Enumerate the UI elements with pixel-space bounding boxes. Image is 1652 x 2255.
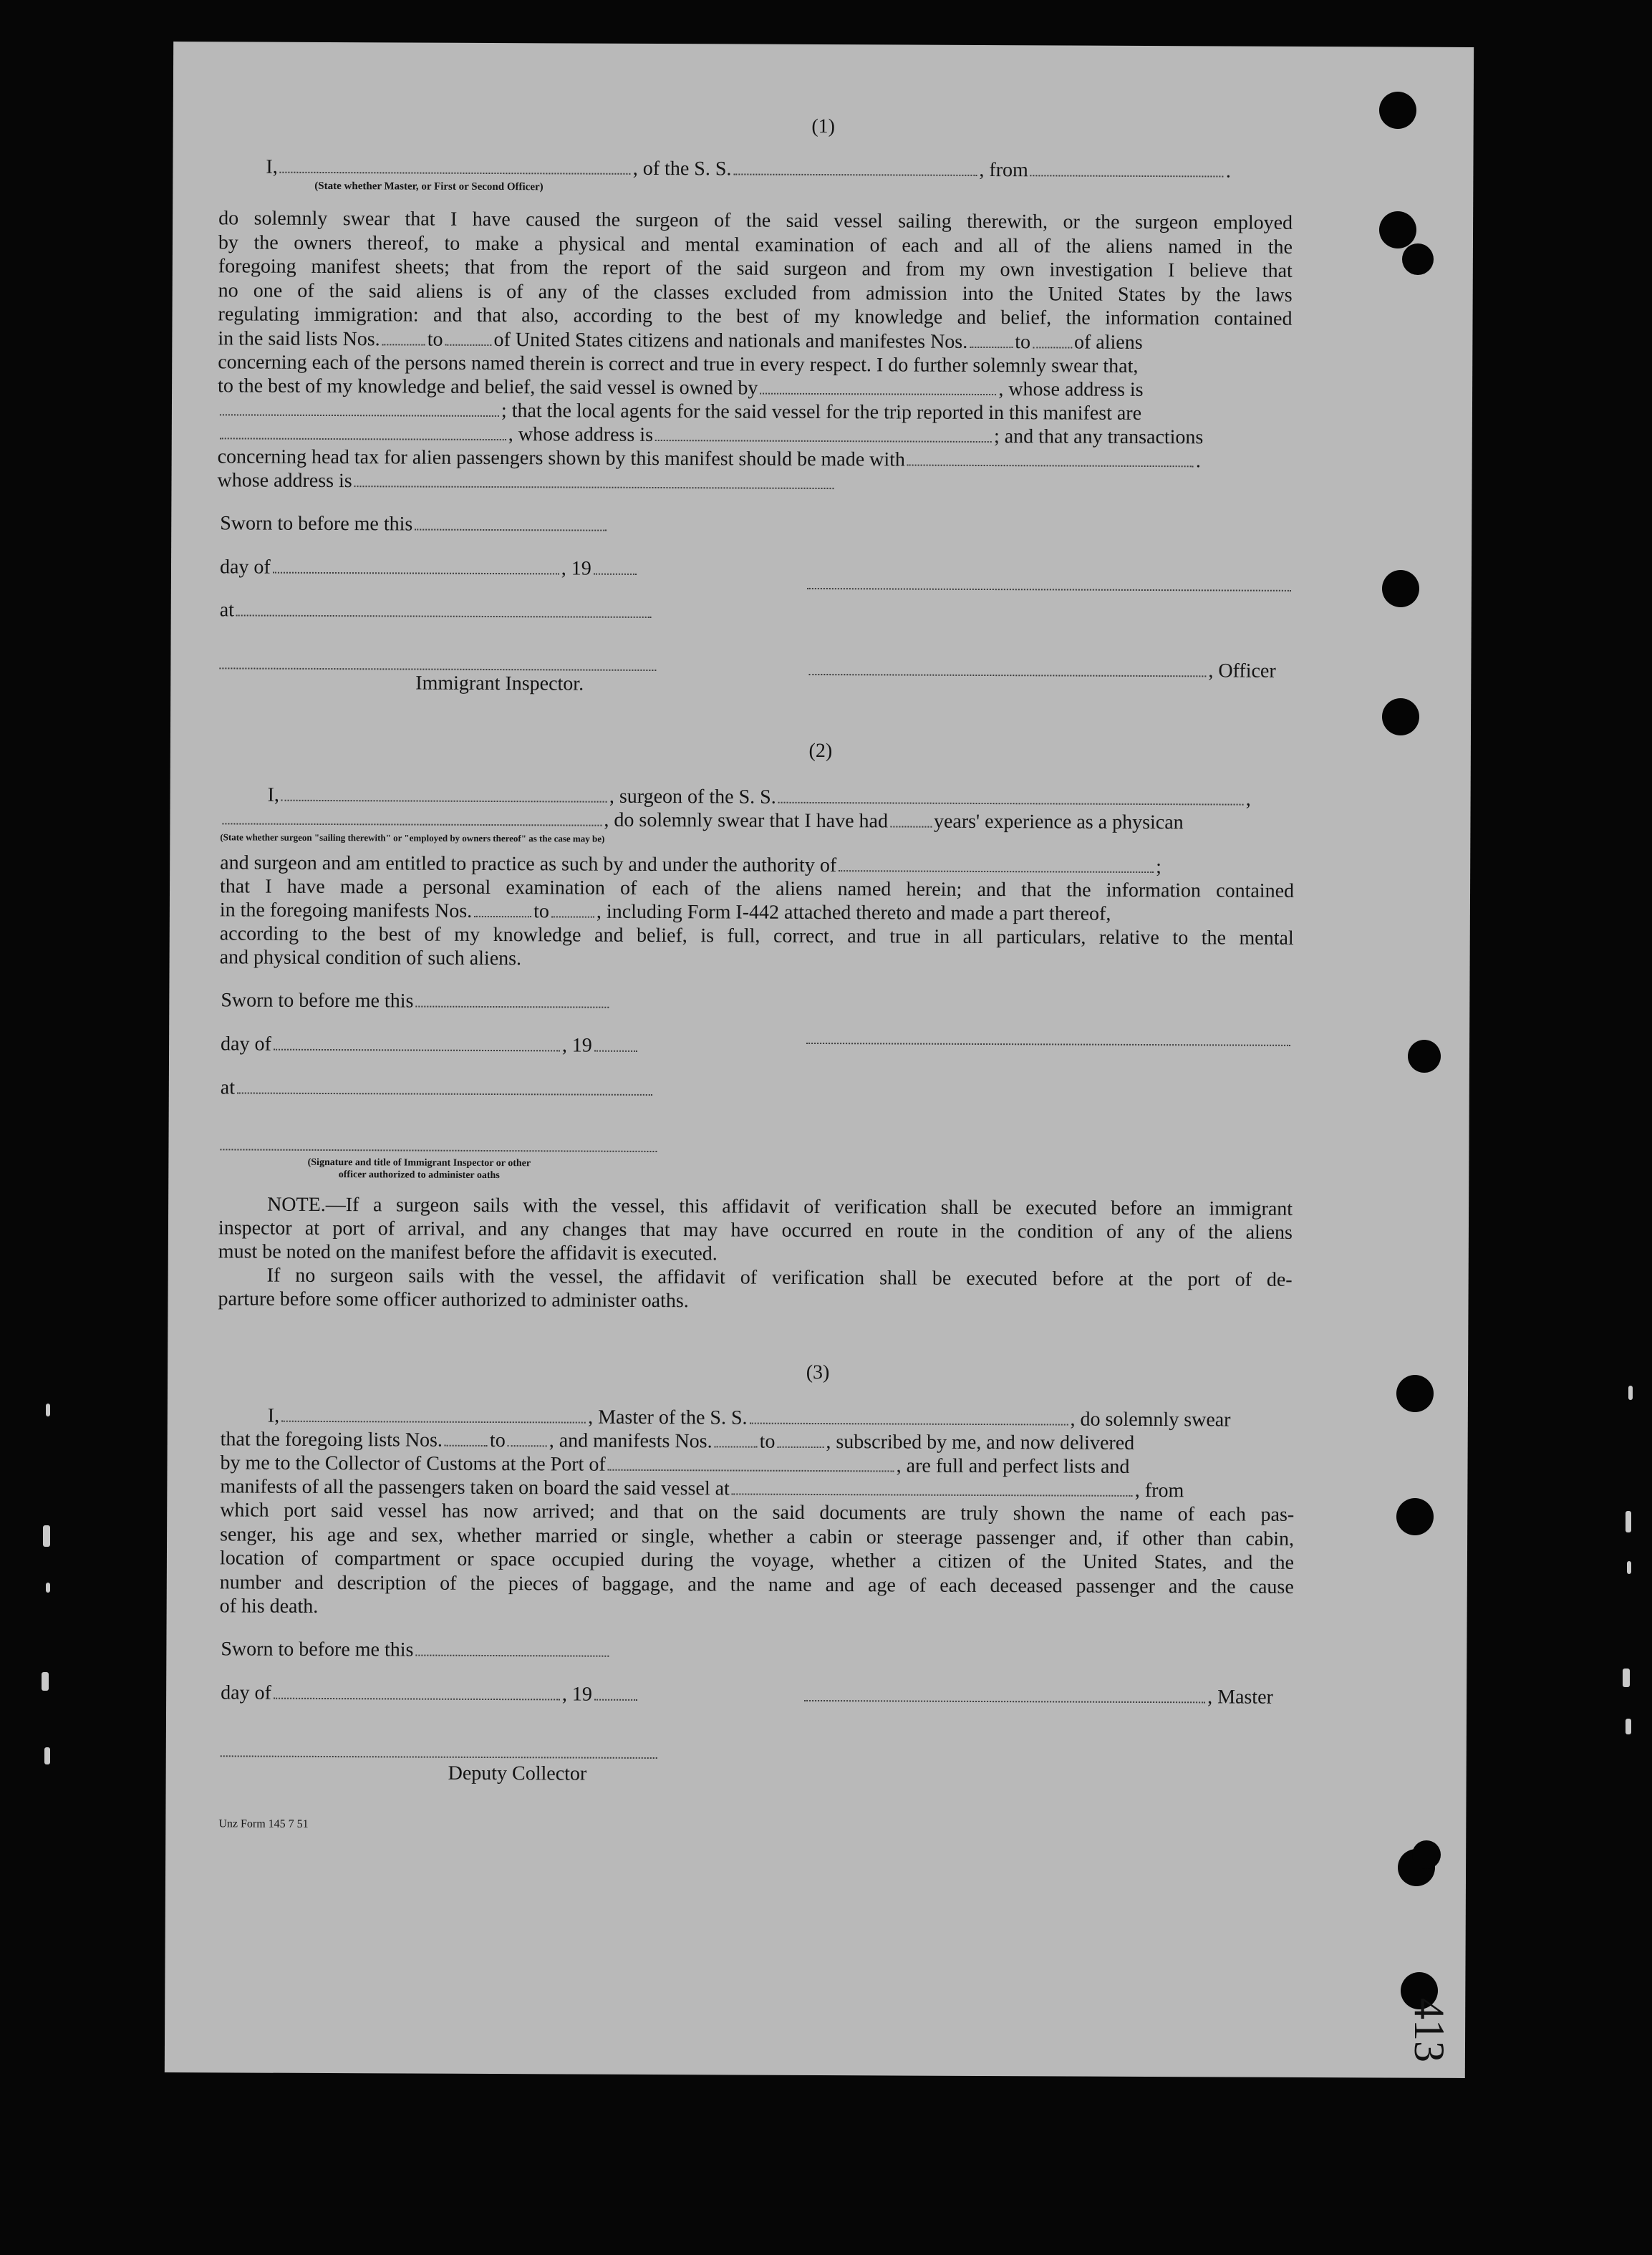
scan-mark bbox=[43, 1525, 50, 1547]
owner-field bbox=[760, 382, 996, 395]
body-line: foregoing manifest sheets; that from the report of the said surgeon and from my own investigation I believe that bbox=[218, 255, 1293, 282]
section3-line1: I, , Master of the S. S. , do solemnly swear bbox=[267, 1404, 1231, 1431]
section1-body bbox=[218, 206, 1293, 331]
note-line: inspector at port of arrival, and any changes that may have occurred en route in the condition of any of the aliens bbox=[218, 1217, 1293, 1244]
body-line: which port said vessel has now arrived; and that on the said documents are truly shown the name of each pas- bbox=[220, 1499, 1295, 1526]
form-page bbox=[165, 42, 1474, 2078]
signature-note: (Signature and title of Immigrant Inspector or other officer authorized to administer oaths bbox=[307, 1157, 531, 1182]
day-of-line: day of , 19 bbox=[220, 555, 639, 581]
punch-hole bbox=[1379, 211, 1416, 248]
scan-mark bbox=[46, 1583, 50, 1593]
day-of-line: day of , 19 bbox=[221, 1032, 639, 1058]
head-tax-field bbox=[907, 453, 1194, 468]
note-line: must be noted on the manifest before the affidavit is executed. bbox=[218, 1240, 718, 1265]
punch-hole bbox=[1408, 1040, 1441, 1073]
agents-address-field bbox=[655, 428, 992, 443]
sworn-line: Sworn to before me this bbox=[221, 988, 611, 1013]
head-tax-address-field bbox=[354, 474, 834, 489]
section1-line7: concerning each of the persons named therein is correct and true in every respect. I do further solemnly swear that, bbox=[218, 351, 1139, 377]
note-line: parture before some officer authorized to administer oaths. bbox=[218, 1288, 689, 1313]
section3-last-line: of his death. bbox=[219, 1595, 319, 1618]
surgeon-signature-line bbox=[806, 1041, 1290, 1046]
scan-mark bbox=[1623, 1669, 1630, 1687]
master-line: , Master bbox=[802, 1684, 1273, 1709]
page-number: 413 bbox=[1406, 1998, 1453, 2062]
master-vessel-field bbox=[750, 1411, 1068, 1426]
officer-signature-line bbox=[807, 586, 1291, 591]
punch-hole bbox=[1402, 243, 1434, 275]
owner-address-field bbox=[220, 402, 499, 417]
sworn-line: Sworn to before me this bbox=[221, 1637, 611, 1662]
body-line: regulating immigration: and that also, according to the best of my knowledge and belief, the information contained bbox=[218, 303, 1293, 330]
section1-heading: (1) bbox=[811, 115, 836, 138]
inspector-signature-line bbox=[220, 1147, 657, 1152]
section3-heading: (3) bbox=[806, 1361, 830, 1384]
body-line: by the owners thereof, to make a physical and mental examination of each and all of the aliens named in the bbox=[218, 231, 1293, 259]
collector-signature-line bbox=[221, 1754, 657, 1759]
departure-port-field bbox=[732, 1482, 1133, 1496]
authority-field bbox=[839, 859, 1154, 873]
note-line: If no surgeon sails with the vessel, the affidavit of verification shall be executed before at the port of de- bbox=[266, 1264, 1293, 1291]
at-line: at bbox=[220, 598, 654, 624]
section1-line6: in the said lists Nos. to of United States citizens and nationals and manifestes Nos. to of aliens bbox=[218, 327, 1143, 354]
scan-mark bbox=[1628, 1386, 1633, 1400]
section2-line3: and surgeon and am entitled to practice as such by and under the authority of ; bbox=[220, 851, 1162, 879]
immigrant-inspector-label: Immigrant Inspector. bbox=[415, 672, 584, 695]
section1-line9: ; that the local agents for the said vessel for the trip reported in this manifest are bbox=[218, 397, 1141, 425]
at-line: at bbox=[221, 1076, 654, 1101]
section1-line10: , whose address is ; and that any transactions bbox=[218, 421, 1204, 449]
section2-line7: and physical condition of such aliens. bbox=[219, 946, 522, 970]
from-port-field bbox=[1030, 163, 1224, 177]
punch-hole bbox=[1379, 92, 1416, 129]
punch-hole bbox=[1412, 1840, 1441, 1869]
scan-mark bbox=[1627, 1561, 1631, 1574]
master-name-field bbox=[281, 1409, 586, 1424]
section1-intro: I, , of the S. S. , from . bbox=[266, 155, 1231, 183]
agents-field bbox=[220, 426, 506, 440]
officer-name-field bbox=[280, 160, 631, 175]
punch-hole bbox=[1396, 1375, 1434, 1412]
section2-line6: according to the best of my knowledge and belief, is full, correct, and true in all particulars, relative to the mental bbox=[219, 922, 1294, 950]
section2-line5: in the foregoing manifests Nos. to , including Form I-442 attached thereto and made a part thereof, bbox=[219, 899, 1111, 925]
surgeon-name-field bbox=[281, 788, 607, 803]
section3-line3: by me to the Collector of Customs at the Port of , are full and perfect lists and bbox=[220, 1452, 1130, 1478]
scan-mark bbox=[42, 1672, 49, 1691]
officer-line: , Officer bbox=[806, 657, 1275, 683]
years-field bbox=[890, 814, 932, 827]
sworn-line: Sworn to before me this bbox=[220, 511, 609, 536]
form-id: Unz Form 145 7 51 bbox=[218, 1817, 309, 1830]
body-line: location of compartment or space occupied during the voyage, whether a citizen of the United States, and the bbox=[219, 1547, 1295, 1574]
scan-mark bbox=[1626, 1511, 1631, 1532]
scan-mark bbox=[46, 1404, 50, 1416]
officer-note: (State whether Master, or First or Second Officer) bbox=[314, 180, 544, 193]
section2-line1: I, , surgeon of the S. S. , bbox=[267, 783, 1251, 811]
inspector-signature-line bbox=[219, 666, 656, 671]
surgeon-vessel-field bbox=[778, 791, 1244, 806]
body-line: no one of the said aliens is of any of the classes excluded from admission into the United States by the laws bbox=[218, 279, 1293, 306]
section2-line4: that I have made a personal examination of each of the aliens named herein; and that the information contained bbox=[219, 875, 1295, 902]
section1-line12: whose address is bbox=[217, 468, 836, 495]
body-line: senger, his age and sex, whether married or single, whether a cabin or steerage passenger and, if other than cabin, bbox=[220, 1522, 1295, 1550]
body-line: number and description of the pieces of baggage, and the name and age of each deceased passenger and the cause bbox=[219, 1570, 1294, 1598]
port-field bbox=[608, 1458, 894, 1472]
section1-line8: to the best of my knowledge and belief, the said vessel is owned by , whose address is bbox=[218, 375, 1144, 401]
punch-hole bbox=[1382, 570, 1419, 607]
section2-line2: , do solemnly swear that I have had years' experience as a physican bbox=[220, 806, 1183, 834]
deputy-collector-label: Deputy Collector bbox=[448, 1762, 587, 1785]
section2-heading: (2) bbox=[808, 739, 833, 763]
punch-hole bbox=[1382, 698, 1419, 735]
vessel-name-field bbox=[733, 162, 977, 175]
surgeon-note: (State whether surgeon "sailing therewith" or "employed by owners thereof" as the case may be) bbox=[220, 831, 605, 844]
body-line: do solemnly swear that I have caused the surgeon of the said vessel sailing therewith, or the surgeon employed bbox=[218, 207, 1293, 234]
section3-body bbox=[220, 1498, 1295, 1599]
section3-line4: manifests of all the passengers taken on board the said vessel at , from bbox=[220, 1475, 1184, 1502]
scan-mark bbox=[1626, 1719, 1631, 1734]
punch-hole bbox=[1396, 1498, 1434, 1535]
section3-line2: that the foregoing lists Nos. to , and manifests Nos. to , subscribed by me, and now delivered bbox=[220, 1428, 1135, 1454]
section1-line11: concerning head tax for alien passengers shown by this manifest should be made with . bbox=[217, 445, 1202, 473]
day-of-line: day of , 19 bbox=[221, 1681, 639, 1706]
scan-mark bbox=[44, 1747, 50, 1764]
note-line: NOTE.—If a surgeon sails with the vessel, this affidavit of verification shall be executed before an immigrant bbox=[267, 1193, 1293, 1220]
